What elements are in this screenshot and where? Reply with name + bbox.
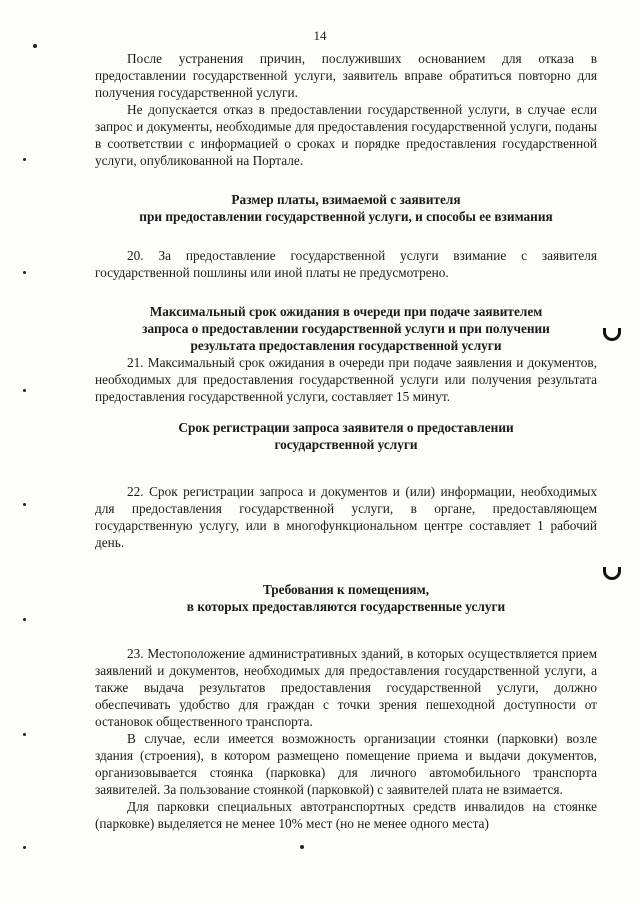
section-heading [95,303,597,354]
heading-line: результата предоставления государственной услуги [190,338,502,353]
scan-dot [300,845,304,849]
paragraph: В случае, если имеется возможность организации стоянки (парковки) возле здания (строения), в котором размещено помещение приема и выдачи документов, организовывается стоянка (парковка) для личного автомобильного транспорта заявителей. За пользование стоянкой (парковкой) с заявителей плата не взимается. [95,731,597,797]
heading-line: в которых предоставляются государственные услуги [186,599,506,614]
paragraph: 21. Максимальный срок ожидания в очереди при подаче заявления и документов, необходимых для предоставления государственной услуги или получения результата предоставления государственной услуги, составляет 15 минут. [95,355,597,404]
heading-line: при предоставлении государственной услуги, и способы ее взимания [139,209,553,224]
paragraph: 22. Срок регистрации запроса и документов и (или) информации, необходимых для предоставления государственной услуги, в органе, предоставляющем государственную услугу, или в многофункциональном центре составляет 1 рабочий день. [95,484,597,550]
paragraph: 20. За предоставление государственной услуги взимание с заявителя государственной пошлины или иной платы не предусмотрено. [95,248,597,280]
heading-line: государственной услуги [274,437,418,452]
section-heading [95,581,597,615]
binding-mark [603,328,621,341]
heading-line: запроса о предоставлении государственной услуги и при получении [142,321,550,336]
scan-dot [23,271,26,274]
heading-line: Размер платы, взимаемой с заявителя [231,192,461,207]
paragraph: Не допускается отказ в предоставлении государственной услуги, в случае если запрос и документы, необходимые для предоставления государственной услуги, поданы в соответствии с информацией о сроках и порядке предоставления государственной услуги, опубликованной на Портале. [95,102,597,168]
binding-mark [603,567,621,580]
heading-line: Требования к помещениям, [262,582,430,597]
paragraph: После устранения причин, послуживших основанием для отказа в предоставлении государственной услуги, заявитель вправе обратиться повторно для получения государственной услуги. [95,51,597,100]
page-number: 14 [313,28,327,43]
scan-dot [23,846,26,849]
document-body [95,50,597,832]
scan-dot [23,503,26,506]
scan-dot [23,389,26,392]
section-heading [95,419,597,453]
scan-dot [23,618,26,621]
scan-dot [23,158,26,161]
section-heading [95,191,597,225]
scan-dot [23,733,26,736]
paragraph: 23. Местоположение административных зданий, в которых осуществляется прием заявлений и документов, необходимых для предоставления государственной услуги, а также выдача результатов предоставления государственной услуги, должно обеспечивать удобство для граждан с точки зрения пешеходной доступности от остановок общественного транспорта. [95,646,597,729]
scan-dot [33,44,37,48]
paragraph: Для парковки специальных автотранспортных средств инвалидов на стоянке (парковке) выделяется не менее 10% мест (но не менее одного места) [95,799,597,831]
heading-line: Максимальный срок ожидания в очереди при подаче заявителем [149,304,543,319]
heading-line: Срок регистрации запроса заявителя о предоставлении [178,420,514,435]
